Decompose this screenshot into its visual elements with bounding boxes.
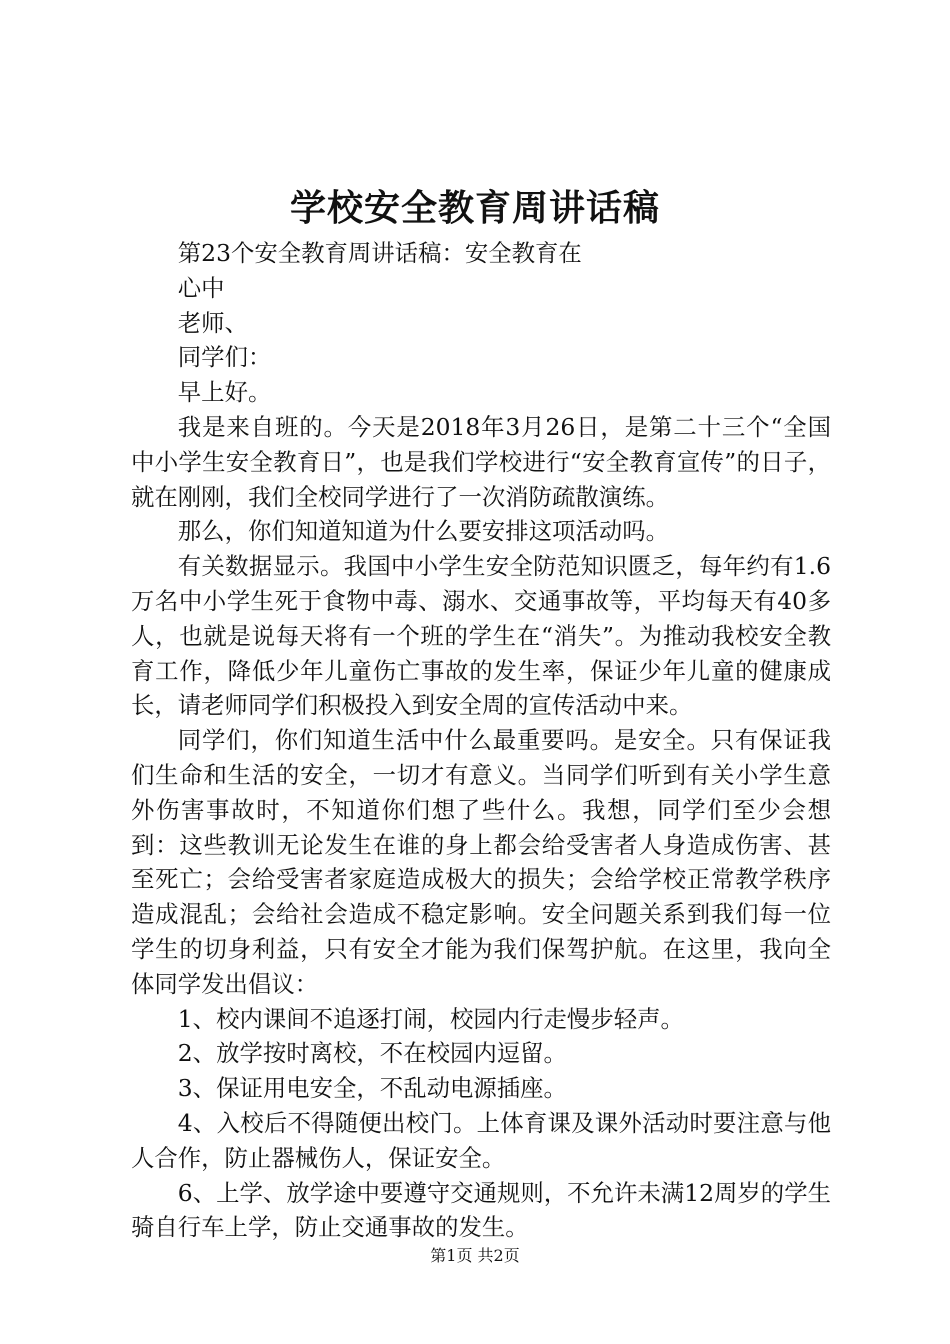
paragraph-statistics: 有关数据显示。我国中小学生安全防范知识匮乏，每年约有1.6万名中小学生死于食物中毒、溺水、交通事故等，平均每天有40多人，也就是说每天将有一个班的学生在“消失”。为推动我校安全教育工作，降低少年儿童伤亡事故的发生率，保证少年儿童的健康成长，请老师同学们积极投入到安全周的宣传活动中来。 [131, 552, 831, 720]
paragraph-heading-line-1: 第23个安全教育周讲话稿：安全教育在 [177, 239, 582, 267]
document-body [131, 236, 831, 1245]
document-title: 学校安全教育周讲话稿 [289, 187, 660, 229]
list-item-1: 1、校内课间不追逐打闹，校园内行走慢步轻声。 [177, 1004, 684, 1033]
page-number-footer: 第1页 共2页 [430, 1246, 520, 1265]
paragraph-heading-line-2: 心中 [177, 273, 225, 302]
salutation-teachers: 老师、 [177, 308, 248, 337]
paragraph-importance: 同学们，你们知道生活中什么最重要吗。是安全。只有保证我们生命和生活的安全，一切才有意义。当同学们听到有关小学生意外伤害事故时，不知道你们想了些什么。我想，同学们至少会想到：这些教训无论发生在谁的身上都会给受害者人身造成伤害、甚至死亡；会给受害者家庭造成极大的损失；会给学校正常教学秩序造成混乱；会给社会造成不稳定影响。安全问题关系到我们每一位学生的切身利益，只有安全才能为我们保驾护航。在这里，我向全体同学发出倡议： [131, 726, 831, 998]
list-item-6: 6、上学、放学途中要遵守交通规则，不允许未满12周岁的学生骑自行车上学，防止交通事故的发生。 [131, 1178, 831, 1242]
list-item-4: 4、入校后不得随便出校门。上体育课及课外活动时要注意与他人合作，防止器械伤人，保证安全。 [131, 1108, 831, 1172]
paragraph-introduction: 我是来自班的。今天是2018年3月26日，是第二十三个“全国中小学生安全教育日”，也是我们学校进行“安全教育宣传”的日子，就在刚刚，我们全校同学进行了一次消防疏散演练。 [131, 412, 831, 511]
list-item-3: 3、保证用电安全，不乱动电源插座。 [177, 1074, 567, 1103]
salutation-students: 同学们： [177, 343, 272, 372]
greeting: 早上好。 [177, 378, 272, 407]
paragraph-question: 那么，你们知道知道为什么要安排这项活动吗。 [177, 517, 669, 546]
list-item-2: 2、放学按时离校，不在校园内逗留。 [177, 1039, 567, 1068]
